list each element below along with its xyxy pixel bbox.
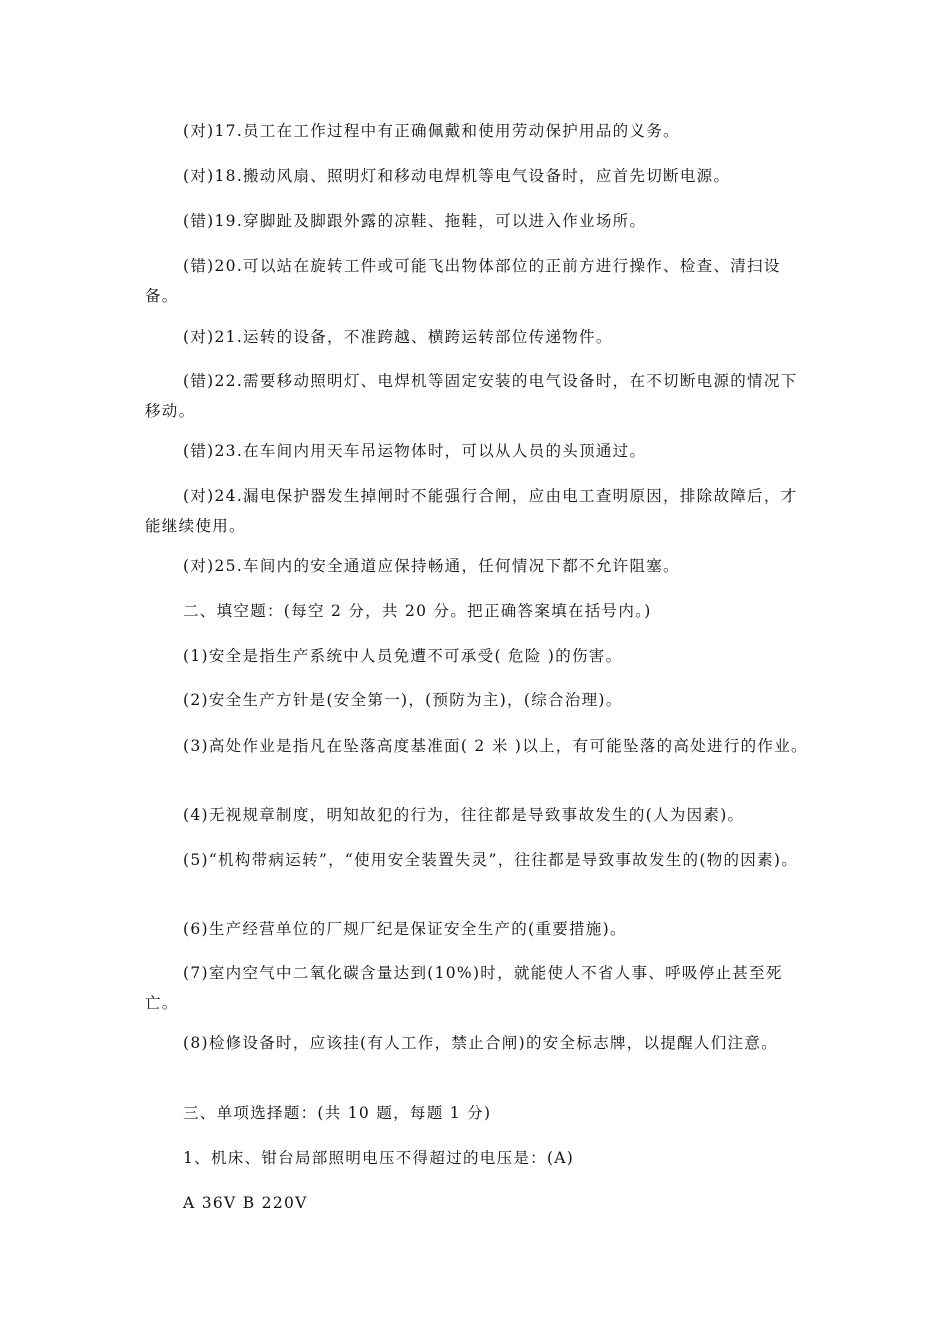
item-text: (3)高处作业是指凡在坠落高度基准面( 2 米 )以上，有可能坠落的高处进行的作业。	[183, 737, 808, 755]
heading-text: 三、单项选择题：(共 10 题，每题 1 分)	[183, 1104, 492, 1122]
item-text: (7)室内空气中二氧化碳含量达到(10%)时，就能使人不省人事、呼吸停止甚至死亡。	[145, 964, 783, 1012]
item-text: (对)18.搬动风扇、照明灯和移动电焊机等电气设备时，应首先切断电源。	[183, 167, 731, 185]
item-text: (4)无视规章制度，明知故犯的行为，往往都是导致事故发生的(人为因素)。	[183, 806, 745, 824]
item-text: (5)“机构带病运转”，“使用安全装置失灵”，往往都是导致事故发生的(物的因素)。	[183, 851, 799, 869]
true-false-item-25	[145, 551, 809, 581]
item-text: (对)24.漏电保护器发生掉闸时不能强行合闸，应由电工查明原因，排除故障后，才能继续使用。	[145, 487, 798, 535]
item-text: (错)22.需要移动照明灯、电焊机等固定安装的电气设备时，在不切断电源的情况下移动。	[145, 372, 798, 420]
fill-in-item-7	[145, 958, 809, 1018]
fill-in-item-3	[145, 731, 809, 761]
fill-in-item-1	[145, 641, 809, 671]
item-text: (错)20.可以站在旋转工件或可能飞出物体部位的正前方进行操作、检查、清扫设备。	[145, 257, 781, 305]
fill-in-item-2	[145, 685, 809, 715]
item-text: (1)安全是指生产系统中人员免遭不可承受( 危险 )的伤害。	[183, 647, 623, 665]
section-heading-single-choice	[145, 1098, 809, 1128]
true-false-item-23	[145, 436, 809, 466]
true-false-item-20	[145, 251, 809, 311]
true-false-item-19	[145, 206, 809, 236]
choice-options-1	[145, 1188, 809, 1218]
item-text: 1、机床、钳台局部照明电压不得超过的电压是：(A)	[183, 1149, 575, 1167]
choice-question-1	[145, 1143, 809, 1173]
true-false-item-18	[145, 161, 809, 191]
heading-text: 二、填空题：(每空 2 分，共 20 分。把正确答案填在括号内。)	[183, 602, 652, 620]
item-text: (8)检修设备时，应该挂(有人工作，禁止合闸)的安全标志牌，以提醒人们注意。	[183, 1034, 778, 1052]
fill-in-item-5	[145, 845, 809, 875]
true-false-item-17	[145, 116, 809, 146]
fill-in-item-6	[145, 914, 809, 944]
true-false-item-24	[145, 481, 809, 541]
item-text: (对)21.运转的设备，不准跨越、横跨运转部位传递物件。	[183, 328, 613, 346]
item-text: (对)17.员工在工作过程中有正确佩戴和使用劳动保护用品的义务。	[183, 122, 680, 140]
item-text: (6)生产经营单位的厂规厂纪是保证安全生产的(重要措施)。	[183, 920, 627, 938]
true-false-item-22	[145, 366, 809, 426]
item-text: (2)安全生产方针是(安全第一)，(预防为主)，(综合治理)。	[183, 691, 623, 709]
item-text: A 36V B 220V	[183, 1194, 308, 1212]
item-text: (对)25.车间内的安全通道应保持畅通，任何情况下都不允许阻塞。	[183, 557, 680, 575]
section-heading-fill-in	[145, 596, 809, 626]
item-text: (错)23.在车间内用天车吊运物体时，可以从人员的头顶通过。	[183, 442, 647, 460]
fill-in-item-4	[145, 800, 809, 830]
item-text: (错)19.穿脚趾及脚跟外露的凉鞋、拖鞋，可以进入作业场所。	[183, 212, 647, 230]
fill-in-item-8	[145, 1028, 809, 1058]
true-false-item-21	[145, 322, 809, 352]
